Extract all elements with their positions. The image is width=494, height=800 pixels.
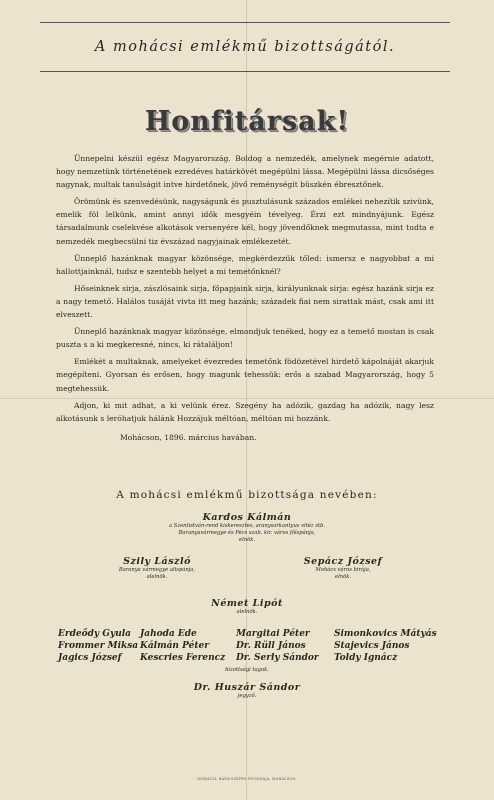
members-label: bizottsági tagok.: [225, 667, 269, 673]
members-grid: [58, 628, 438, 664]
signatory-role: alelnök.: [146, 574, 168, 580]
paragraph: Emlékét a multaknak, amelyeket évezredes temetőnk födözetével hirdető kápolnáját akarjuk megépíteni. Gyorsan és erősen, hogy magunk tehessük: erős a szabad Magyarország, hogy 5 megtehessük.: [56, 357, 434, 393]
member-name: Stajevics János: [334, 641, 410, 651]
paragraph: Ünnepelni készül egész Magyarország. Boldog a nemzedék, amelynek megérnie adatott, hogy nemzetünk történetének ezredéves határkövét megépülni lássa. Megépülni lássa dicsőséges nagynak, multak tanulságit intve hirdetőnek, jövő reménységit büszkén ébresztőnek.: [56, 154, 434, 190]
committee-line: A mohácsi emlékmű bizottsága nevében:: [116, 489, 378, 501]
signatory-role: alelnök.: [236, 609, 258, 615]
member-name: Jahoda Ede: [140, 629, 197, 639]
paragraph: Adjon, ki mit adhat, a ki velünk érez. Szegény ha adózik, gazdag ha adózik, nagy lesz alkotásunk s leróhatjuk hálánk Hozzájuk méltóan, méltóan mi hozzánk.: [56, 400, 434, 423]
signatory-role: Mohács város birája,: [315, 567, 371, 573]
signatory-role: a Szentistván-rend kiskeresztes, aranysarkantyus vitéz stb.: [169, 523, 325, 529]
paragraph: Örömünk és szenvedésünk, nagyságunk és pusztulásunk százados emlékei nehezítik szivünk, emelik föl lelkünk, amint annyi idők mesgyéin tévelyeg. Érzi ezt mindnyájunk. Egész társadalmunk cselekvése alkotások versenyére kél, hogy jövendőknek megmutassa, mint tudta e nemzedék megbecsülni tiz évszázad nagyjainak emlékezetét.: [56, 197, 434, 246]
member-name: Toldy Ignácz: [334, 653, 398, 663]
member-name: Kescries Ferencz: [140, 653, 226, 663]
signatory-name: Német Lipót: [211, 598, 283, 609]
signatory-name: Dr. Huszár Sándor: [193, 682, 301, 693]
header-line: [40, 22, 450, 72]
printer-imprint: MOHÁCSI, BÁNK-SZEPES-NYOMDÁJA, MOHÁCSON.: [197, 777, 297, 781]
date-line: Mohácson, 1896. március havában.: [120, 432, 257, 442]
signatory-role: elnök.: [239, 537, 255, 543]
member-name: Erdeődy Gyula: [58, 629, 131, 639]
signature-huszar: [147, 682, 347, 700]
signatory-name: Szily László: [123, 556, 191, 567]
signatory-role: Baranyavármegye és Pécs szab. kir. város főispánja,: [178, 530, 316, 536]
signature-szily: [82, 556, 232, 581]
member-name: Margitai Péter: [236, 629, 310, 639]
member-name: Jagics József: [58, 653, 122, 663]
paragraph: Hőseinknek sirja, zászlósaink sirja, főpapjaink sirja, királyunknak sirja: egész hazánk sirja ez a nagy temető. Halálos tusáját vivta itt meg hazánk; századek fiai nem sirattak mást, csak ami itt elveszett.: [56, 283, 434, 320]
member-name: Frommer Miksa: [58, 641, 139, 651]
member-name: Dr. Serly Sándor: [236, 653, 319, 663]
signature-nemet: [172, 598, 322, 616]
members-row: [58, 628, 438, 640]
signatory-name: Sepácz József: [303, 556, 383, 567]
body-text: [56, 152, 434, 448]
signatory-name: Kardos Kálmán: [202, 512, 292, 523]
signature-sepacz: [268, 556, 418, 581]
signatory-role: elnök.: [335, 574, 351, 580]
member-name: Dr. Rüll János: [236, 641, 306, 651]
signatory-role: Baranya vármegye alispánja,: [118, 567, 196, 573]
members-row: [58, 652, 438, 664]
paragraph: Ünneplő hazánknak magyar közönsége, elmondjuk tenéked, hogy ez a temető mostan is csak puszta s a ki megkeresné, nincs, ki rátaláljon!: [56, 327, 434, 350]
member-name: Simonkovics Mátyás: [334, 629, 437, 639]
signatory-role: jegyző.: [237, 693, 257, 699]
header-text: A mohácsi emlékmű bizottságától.: [94, 39, 396, 55]
signature-kardos: [97, 512, 397, 544]
paragraph: Ünneplő hazánknak magyar közönsége, megkérdezzük tőled: ismersz e nagyobbat a mi hallottjainknál, tudsz e szentebb helyet a mi temetőnknél?: [56, 253, 434, 276]
member-name: Kálmán Péter: [140, 641, 209, 651]
members-row: [58, 640, 438, 652]
document-title: Honfitársak!: [144, 106, 350, 137]
